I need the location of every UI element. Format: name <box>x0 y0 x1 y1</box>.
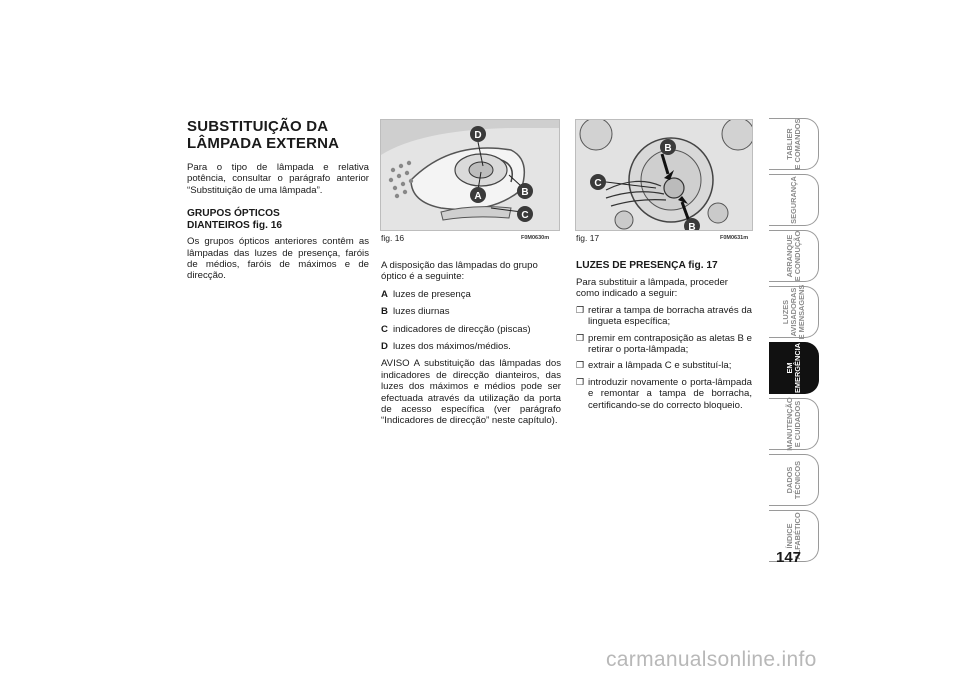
lamp-holder-illustration <box>576 120 752 230</box>
tab-label-line: ARRANQUE <box>784 234 794 278</box>
section-heading-line-2: DIANTEIROS fig. 16 <box>187 220 283 232</box>
title-line-1: SUBSTITUIÇÃO DA <box>187 118 329 135</box>
procedure-step-3 <box>576 360 752 371</box>
tab-label <box>786 119 802 170</box>
tab-label-line: ÍNDICE <box>784 523 794 549</box>
figure-16-caption: fig. 16 <box>381 233 405 243</box>
tab-label-line: E MENSAGENS <box>796 284 806 340</box>
figure-17-code: F0M0631m <box>720 235 749 241</box>
procedure-step-text: premir em contraposição as aletas B e retirar o porta-lâmpada; <box>588 332 752 356</box>
tab-em-emergencia[interactable] <box>769 342 819 394</box>
tab-seguranca[interactable] <box>769 174 819 226</box>
tab-arranque-conducao[interactable] <box>769 230 819 282</box>
figure-16-code: F0M0630m <box>521 235 550 241</box>
tab-label-line: E CONDUÇÃO <box>792 230 802 282</box>
page-number: 147 <box>776 549 802 566</box>
lamp-item-text: luzes dos máximos/médios. <box>393 341 511 353</box>
lamp-item-key: B <box>381 306 388 318</box>
fig17-label-b-top: B <box>664 143 672 154</box>
fig16-label-c: C <box>521 210 529 221</box>
tab-label-line: E COMANDOS <box>792 118 802 170</box>
fig16-label-b: B <box>521 187 529 198</box>
section-heading-luzes-presenca: LUZES DE PRESENÇA fig. 17 <box>576 260 718 271</box>
tab-label-line: E CUIDADOS <box>792 400 802 448</box>
figure-17-lamp-holder <box>575 119 753 231</box>
lamp-item-key: D <box>381 341 388 353</box>
title-line-2: LÂMPADA EXTERNA <box>187 135 340 152</box>
watermark: carmanualsonline.info <box>606 648 817 671</box>
procedure-step-1 <box>576 305 752 328</box>
tab-label-line: DADOS <box>784 466 794 494</box>
lamp-item-text: indicadores de direcção (piscas) <box>393 323 531 335</box>
intro-paragraph: Para o tipo de lâmpada e relativa potência, consultar o parágrafo anterior “Substituição de uma lâmpada”. <box>187 162 369 196</box>
checkbox-bullet-icon: ❐ <box>576 304 585 315</box>
tab-manutencao-cuidados[interactable] <box>769 398 819 450</box>
tab-label <box>786 461 802 499</box>
procedure-step-2 <box>576 333 752 356</box>
figure-17-caption: fig. 17 <box>576 233 600 243</box>
lamp-item-key: A <box>381 288 388 300</box>
tab-tablier-comandos[interactable] <box>769 118 819 170</box>
tab-label-line: TÉCNICOS <box>792 460 802 500</box>
tab-label <box>786 343 802 393</box>
procedure-step-4 <box>576 377 752 411</box>
lamp-item-a <box>381 289 561 300</box>
lamp-item-text: luzes de presença <box>393 288 471 300</box>
tab-label-line: EM <box>784 362 794 374</box>
page-title <box>187 118 369 152</box>
lamp-item-b <box>381 306 561 317</box>
checkbox-bullet-icon: ❐ <box>576 360 585 371</box>
tab-label-line: LUZES <box>780 299 790 325</box>
chapter-tabs <box>769 118 821 566</box>
procedure-intro: Para substituir a lâmpada, proceder como indicado a seguir: <box>576 277 728 300</box>
procedure-step-text: extrair a lâmpada C e substituí-la; <box>588 360 732 372</box>
fig16-label-d: D <box>474 130 482 141</box>
lamp-item-c <box>381 324 561 335</box>
tab-label <box>786 231 802 282</box>
fig17-label-b-bottom: B <box>688 222 696 230</box>
fig17-label-c: C <box>594 178 602 189</box>
procedure-step-text: retirar a tampa de borracha através da lingueta específica; <box>588 304 752 328</box>
section-paragraph: Os grupos ópticos anteriores contêm as lâmpadas das luzes de presença, faróis de médios, faróis de máximos e de direcção. <box>187 236 369 282</box>
tab-label-line: ALFABÉTICO <box>792 512 802 560</box>
tab-dados-tecnicos[interactable] <box>769 454 819 506</box>
tab-label <box>790 176 798 224</box>
lamp-item-text: luzes diurnas <box>393 306 450 318</box>
lamp-item-key: C <box>381 323 388 335</box>
tab-luzes-avisadoras[interactable] <box>769 286 819 338</box>
tab-label <box>786 397 802 450</box>
tab-label <box>782 285 806 340</box>
lamps-intro: A disposição das lâmpadas do grupo óptico é a seguinte: <box>381 260 538 283</box>
procedure-step-text: introduzir novamente o porta-lâmpada e remontar a tampa de borracha, certificando-se do correcto bloqueio. <box>588 376 752 411</box>
section-heading-line-1: GRUPOS ÓPTICOS <box>187 208 280 220</box>
right-column <box>576 260 752 411</box>
section-heading-grupos-opticos <box>187 208 369 232</box>
fig16-label-a: A <box>474 191 482 202</box>
tab-label-line: EMERGÊNCIA <box>792 342 802 394</box>
lamp-item-d <box>381 341 561 352</box>
headlight-illustration <box>381 120 559 230</box>
tab-label-line: MANUTENÇÃO <box>784 397 794 451</box>
tab-label-line: SEGURANÇA <box>788 176 798 224</box>
checkbox-bullet-icon: ❐ <box>576 376 585 387</box>
figure-16-headlight <box>380 119 560 231</box>
tab-label-line: TABLIER <box>784 128 794 160</box>
aviso-paragraph: AVISO A substituição das lâmpadas dos indicadores de direcção dianteiros, das luzes dos máximos e médios pode ser efectuada através da utilização da porta de acesso específica (ver parágrafo “Indicadores de direcção” neste capítulo). <box>381 358 561 427</box>
middle-column <box>381 260 561 436</box>
left-column <box>187 118 369 282</box>
tab-label-line: AVISADORAS <box>788 287 798 337</box>
checkbox-bullet-icon: ❐ <box>576 332 585 343</box>
